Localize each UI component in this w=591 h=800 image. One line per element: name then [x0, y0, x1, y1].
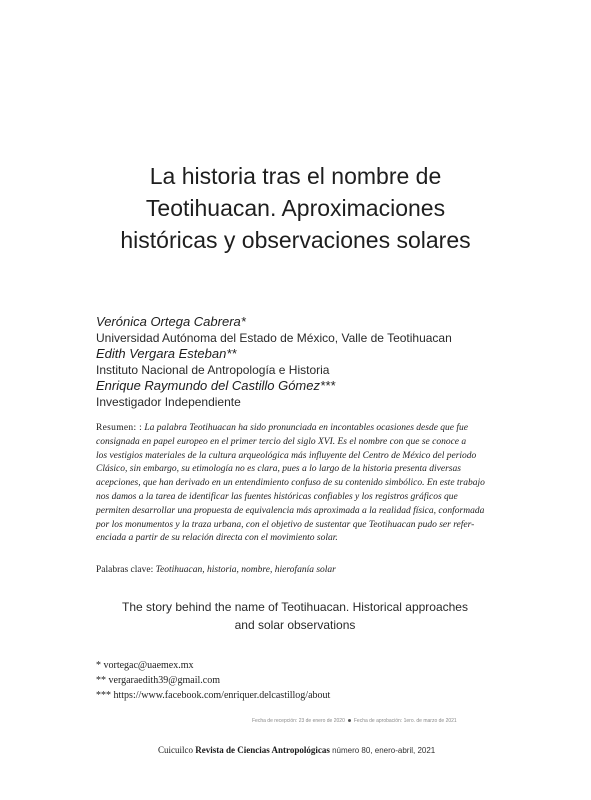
journal-issue: número 80, enero-abril, 2021 — [332, 746, 436, 755]
author-name: Verónica Ortega Cabrera* — [96, 314, 246, 329]
title-line: La historia tras el nombre de — [149, 163, 442, 189]
abstract-line: acepciones, que han derivado en un entendimiento confuso de su contenido simbólico. En este trabajo — [96, 478, 485, 489]
title-line: Teotihuacan. Aproximaciones — [145, 195, 446, 221]
footnote-link[interactable]: *** https://www.facebook.com/enriquer.delcastillog/about — [96, 690, 331, 701]
abstract-line: los vestigios materiales de la cultura arqueológica más influyente del Centro de México del periodo — [96, 450, 477, 461]
journal-name-bold: Revista de Ciencias Antropológicas — [195, 745, 330, 755]
author-name: Enrique Raymundo del Castillo Gómez*** — [96, 378, 336, 393]
english-title — [96, 598, 494, 634]
received-date: Fecha de recepción: 23 de enero de 2020 — [252, 718, 345, 724]
bullet-separator — [348, 719, 351, 722]
article-title — [60, 160, 531, 256]
abstract-line: Clásico, sin embargo, su etimología no es clara, pues a lo largo de la historia presenta diversas — [96, 464, 461, 475]
title-line: históricas y observaciones solares — [120, 227, 471, 253]
abstract — [96, 422, 494, 546]
abstract-line: permiten desarrollar una propuesta de equivalencia más aproximada a la realidad física, conformada — [96, 505, 485, 516]
keywords — [96, 563, 494, 577]
abstract-line: consignada en papel europeo en el primer tercio del siglo XVI. Es el nombre con que se conoce a — [96, 436, 467, 447]
abstract-line: enciada a partir de su relación directa con el movimiento solar. — [96, 533, 338, 544]
abstract-text: La palabra Teotihuacan ha sido pronunciada en incontables ocasiones desde que fue — [144, 423, 468, 433]
english-title-line: and solar observations — [234, 618, 356, 632]
approved-date: Fecha de aprobación: 1ero. de marzo de 2021 — [353, 718, 457, 724]
journal-name-regular: Cuicuilco — [158, 745, 193, 755]
footnote-email[interactable]: ** vergaraedith39@gmail.com — [96, 675, 220, 686]
author-affiliation: Instituto Nacional de Antropología e Historia — [96, 363, 330, 377]
keywords-value: Teotihuacan, historia, nombre, hierofanía solar — [155, 565, 336, 575]
publication-dates — [252, 718, 492, 725]
abstract-line: por los monumentos y la traza urbana, con el objetivo de sustentar que Teotihuacan pudo ser refer- — [96, 519, 475, 530]
abstract-line — [96, 422, 494, 436]
journal-name — [158, 745, 330, 755]
footnote-email[interactable]: * vortegac@uaemex.mx — [96, 660, 194, 671]
keywords-label: Palabras clave: — [96, 565, 154, 575]
author-name: Edith Vergara Esteban** — [96, 346, 237, 361]
author-list — [96, 314, 516, 410]
abstract-line: nos damos a la tarea de identificar las fuentes históricas confiables y los registros gráficos que — [96, 491, 458, 502]
author-affiliation: Universidad Autónoma del Estado de México, Valle de Teotihuacan — [96, 331, 452, 345]
journal-footer — [158, 744, 488, 757]
footnotes — [96, 658, 494, 703]
abstract-label: Resumen: : — [96, 423, 143, 433]
author-affiliation: Investigador Independiente — [96, 395, 241, 409]
english-title-line: The story behind the name of Teotihuacan. Historical approaches — [122, 600, 468, 614]
